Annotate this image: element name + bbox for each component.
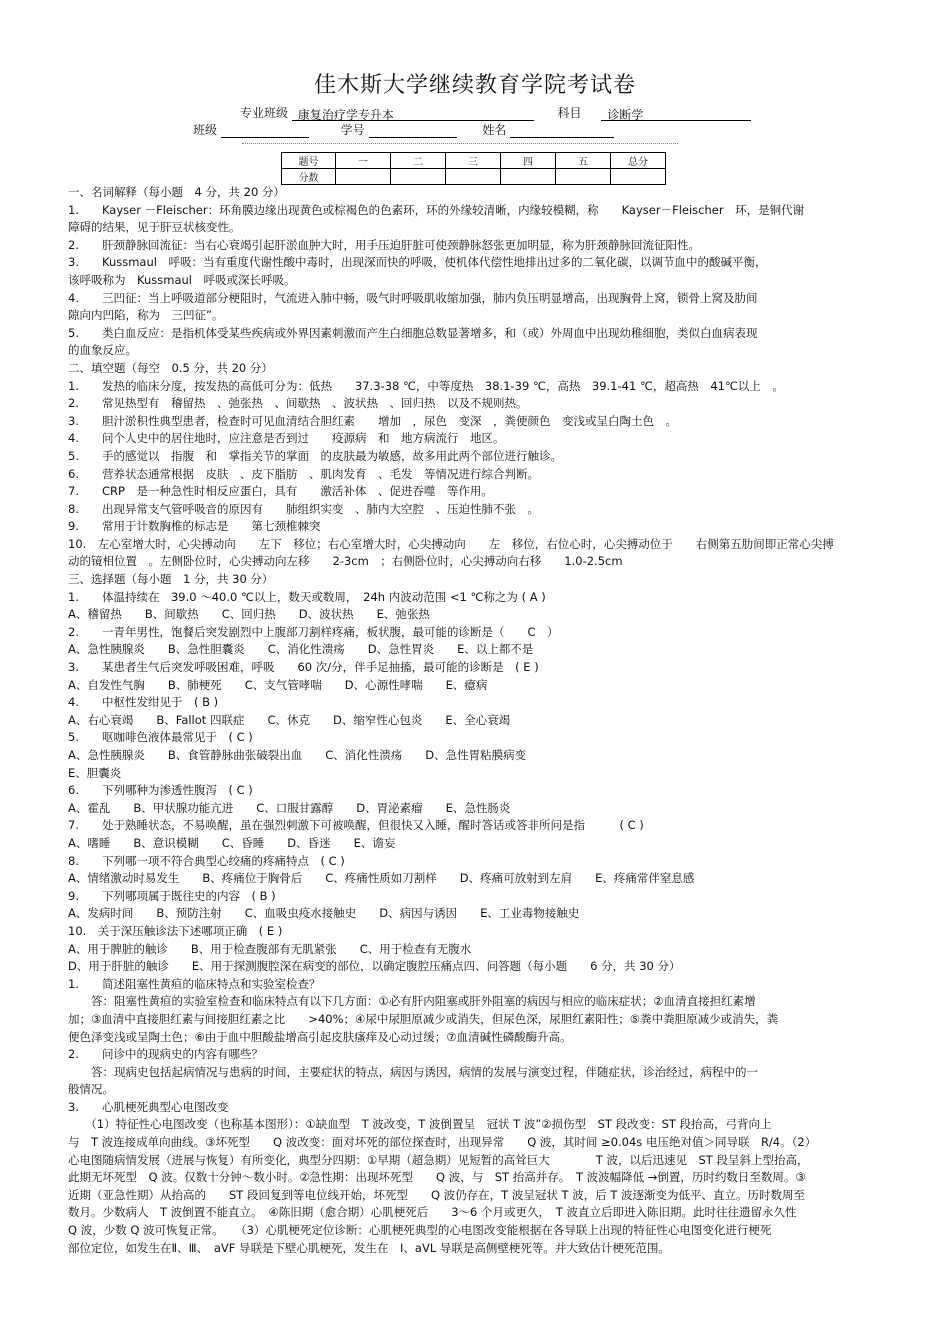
score-cell[interactable] (336, 169, 391, 185)
text-line: 1. Kayser －Fleischer：环角膜边缘出现黄色或棕褐色的色素环，环的外缘较清晰，内缘较模糊，称 Kayser－Fleischer 环，是铜代谢 (68, 202, 805, 217)
score-header-cell: 题号 (282, 153, 336, 169)
text-line: D、用于肝脏的触诊 E、用于探测腹腔深在病变的部位，以确定腹腔压痛点四、问答题（每小题 6 分，共 30 分） (68, 959, 681, 974)
text-line: 6. 营养状态通常根据 皮肤 、皮下脂肪 、肌肉发育 、毛发 等情况进行综合判断。 (68, 466, 539, 481)
dotted-divider (242, 143, 678, 144)
subject-label: 科目 (557, 106, 582, 120)
text-line: 1. 体温持续在 39.0 ～40.0 ℃以上，数天或数周， 24h 内波动范围 <1 ℃称之为 ( A ) (68, 589, 546, 604)
text-line: 隙向内凹陷，称为 三凹征”。 (68, 308, 224, 323)
score-header-cell: 二 (391, 153, 446, 169)
text-line: 9. 常用于计数胸椎的标志是 第七颈椎棘突 (68, 519, 321, 534)
name-field[interactable] (510, 123, 614, 138)
text-line: A、急性胰腺炎 B、急性胆囊炎 C、消化性溃疡 D、急性胃炎 E、以上都不是 (68, 642, 534, 657)
text-line: 4. 三凹征：当上呼吸道部分梗阻时，气流进入肺中畅，吸气时呼吸肌收缩加强，肺内负压明显增高，出现胸骨上窝，锁骨上窝及肋间 (68, 290, 758, 305)
text-line: A、霍乱 B、甲状腺功能亢进 C、口服甘露醇 D、胃泌素瘤 E、急性肠炎 (68, 800, 511, 815)
class-field[interactable] (221, 123, 309, 138)
exam-body (68, 184, 886, 1257)
text-line: 3. 心肌梗死典型心电图改变 (68, 1099, 229, 1114)
text-line: （1）特征性心电图改变（也称基本图形）：①缺血型 T 波改变，T 波倒置呈 冠状 T 波”②损伤型 ST 段改变：ST 段抬高，弓背向上 (68, 1117, 772, 1132)
score-cell[interactable] (556, 169, 611, 185)
text-line: 7. CRP 是一种急性时相反应蛋白，具有 激活补体 、促进吞噬 等作用。 (68, 484, 493, 499)
text-line: 部位定位，如发生在Ⅱ、Ⅲ、 aVF 导联是下壁心肌梗死，发生在 Ⅰ、aVL 导联是高侧壁梗死等。并大致估计梗死范围。 (68, 1240, 670, 1255)
text-line: A、稽留热 B、间歇热 C、回归热 D、波状热 E、弛张热 (68, 607, 430, 622)
score-table-header-row (282, 153, 666, 169)
text-line: 7. 处于熟睡状态，不易唤醒，虽在强烈刺激下可被唤醒，但很快又入睡，醒时答话或答非所问是指 ( C ) (68, 818, 644, 833)
page-title: 佳木斯大学继续教育学院考试卷 (313, 73, 636, 98)
score-header-cell: 总分 (611, 153, 666, 169)
score-cell[interactable] (611, 169, 666, 185)
text-line: 3. 胆汁淤积性典型患者，检查时可见血清结合胆红素 增加 ，尿色 变深 ，粪便颜色 变浅或呈白陶土色 。 (68, 413, 677, 428)
text-line: 9. 下列哪项属于既往史的内容 ( B ) (68, 888, 276, 903)
score-cell[interactable] (446, 169, 501, 185)
score-header-cell: 一 (336, 153, 391, 169)
text-line: 6. 下列哪种为渗透性腹泻 ( C ) (68, 783, 253, 798)
major-row (240, 104, 751, 121)
major-value: 康复治疗学专升本 (297, 108, 394, 122)
text-line: 三、选择题（每小题 1 分，共 30 分） (68, 572, 274, 587)
text-line: Q 波，少数 Q 波可恢复正常。 （3）心肌梗死定位诊断：心肌梗死典型的心电图改变能根据在各导联上出现的特征性心电图变化进行梗死 (68, 1223, 772, 1238)
text-line: 5. 类白血反应：是指机体受某些疾病或外界因素刺激而产生白细胞总数显著增多，和（或）外周血中出现幼稚细胞，类似白血病表现 (68, 325, 758, 340)
text-line: 2. 肝颈静脉回流征：当右心衰竭引起肝淤血肿大时，用手压迫肝脏可使颈静脉怒张更加明显，称为肝颈静脉回流征阳性。 (68, 237, 700, 252)
text-line: 障碍的结果，见于肝豆状核变性。 (68, 220, 241, 235)
student-row (193, 121, 614, 138)
score-row-label: 分数 (282, 169, 336, 185)
text-line: 二、填空题（每空 0.5 分，共 20 分） (68, 360, 273, 375)
text-line: 4. 中枢性发绀见于 ( B ) (68, 695, 219, 710)
name-label: 姓名 (482, 123, 507, 137)
text-line: 8. 下列哪一项不符合典型心绞痛的疼痛特点 ( C ) (68, 853, 345, 868)
text-line: A、自发性气胸 B、肺梗死 C、支气管哮喘 D、心源性哮喘 E、癔病 (68, 677, 488, 692)
text-line: 5. 呕咖啡色液体最常见于 ( C ) (68, 730, 253, 745)
text-line: 5. 手的感觉以 指腹 和 掌指关节的掌面 的皮肤最为敏感，故多用此两个部位进行触诊。 (68, 448, 562, 463)
text-line: 10. 左心室增大时，心尖搏动向 左下 移位；右心室增大时，心尖搏动向 左 移位，右位心时，心尖搏动位于 右侧第五肋间即正常心尖搏 (68, 536, 834, 551)
text-line: 8. 出现异常支气管呼吸音的原因有 肺组织实变 、肺内大空腔 、压迫性肺不张 。 (68, 501, 539, 516)
text-line: A、嗜睡 B、意识模糊 C、昏睡 D、昏迷 E、谵妄 (68, 835, 396, 850)
text-line: 2. 常见热型有 稽留热 、弛张热 、间歇热 、波状热 、回归热 以及不规则热。 (68, 396, 528, 411)
score-header-cell: 五 (556, 153, 611, 169)
text-line: A、发病时间 B、预防注射 C、血吸虫疫水接触史 D、病因与诱因 E、工业毒物接触史 (68, 906, 580, 921)
class-label: 班级 (193, 123, 218, 137)
text-line: 此期无坏死型 Q 波。仅数十分钟～数小时。②急性期：出现坏死型 Q 波，与 ST 抬高并存。 T 波波幅降低 →倒置，历时约数日至数周。③ (68, 1170, 806, 1185)
text-line: A、用于脾脏的触诊 B、用于检查腹部有无肌紧张 C、用于检查有无腹水 (68, 941, 472, 956)
text-line: 一、名词解释（每小题 4 分，共 20 分） (68, 185, 285, 199)
major-label: 专业班级 (240, 106, 289, 120)
text-line: E、胆囊炎 (68, 765, 122, 780)
score-cell[interactable] (501, 169, 556, 185)
text-line: 心电图随病情发展（进展与恢复）有所变化，典型分四期：①早期（超急期）见短暂的高耸巨大 T 波，以后迅速见 ST 段呈斜上型抬高， (68, 1152, 809, 1167)
text-line: 答：阻塞性黄疸的实验室检查和临床特点有以下几方面：①必有肝内阻塞或肝外阻塞的病因与相应的临床症状；②血清直接担红素增 (68, 994, 756, 1009)
text-line: 数月。少数病人 T 波倒置不能直立。 ④陈旧期（愈合期）心肌梗死后 3～6 个月或更久， T 波直立后即进入陈旧期。此时往往遗留永久性 (68, 1205, 797, 1220)
text-line: 1. 简述阻塞性黄疸的临床特点和实验室检查？ (68, 976, 321, 991)
id-field[interactable] (369, 123, 457, 138)
text-line: 答：现病史包括起病情况与患病的时间，主要症状的特点，病因与诱因，病情的发展与演变过程，伴随症状，诊治经过，病程中的一 (68, 1064, 758, 1079)
text-line: A、情绪激动时易发生 B、疼痛位于胸骨后 C、疼痛性质如刀割样 D、疼痛可放射到左肩 E、疼痛常伴窒息感 (68, 871, 695, 886)
major-field[interactable] (292, 106, 534, 121)
text-line: 的血象反应。 (68, 343, 137, 358)
text-line: 3. Kussmaul 呼吸：当有重度代谢性酸中毒时，出现深而快的呼吸，使机体代偿性地排出过多的二氧化碳，以调节血中的酸碱平衡， (68, 255, 767, 270)
score-header-cell: 四 (501, 153, 556, 169)
text-line: 2. 问诊中的现病史的内容有哪些？ (68, 1047, 263, 1062)
text-line: 10. 关于深压触诊法下述哪项正确 ( E ) (68, 923, 283, 938)
text-line: 便色泽变浅或呈陶土色；⑥由于血中胆酸盐增高引起皮肤瘙痒及心动过缓；⑦血清碱性磷酸酶升高。 (68, 1029, 572, 1044)
subject-field[interactable] (601, 106, 751, 121)
score-cell[interactable] (391, 169, 446, 185)
text-line: 该呼吸称为 Kussmaul 呼吸或深长呼吸。 (68, 272, 296, 287)
score-table (281, 152, 666, 185)
text-line: A、右心衰竭 B、Fallot 四联症 C、休克 D、缩窄性心包炎 E、全心衰竭 (68, 712, 511, 727)
text-line: 3. 某患者生气后突发呼吸困难，呼吸 60 次/分，伴手足抽搐，最可能的诊断是 ( E ) (68, 660, 539, 675)
score-table-score-row (282, 169, 666, 185)
text-line: 2. 一青年男性，饱餐后突发剧烈中上腹部刀割样疼痛，板状腹，最可能的诊断是（ C ） (68, 624, 559, 639)
score-header-cell: 三 (446, 153, 501, 169)
text-line: 与 T 波连接成单向曲线。③坏死型 Q 波改变：面对坏死的部位探查时，出现异常 Q 波，其时间 ≥0.04s 电压绝对值＞同导联 R/4。（2） (68, 1135, 817, 1150)
text-line: 近期（亚急性期）从抬高的 ST 段回复到等电位线开始，坏死型 Q 波仍存在，T 波呈冠状 T 波，后 T 波逐渐变为低平、直立。历时数周至 (68, 1187, 806, 1202)
text-line: 加；③血清中直接胆红素与间接胆红素之比 >40%；④尿中尿胆原减少或消失，但尿色深，尿胆红素阳性；⑤粪中粪胆原减少或消失，粪 (68, 1011, 779, 1026)
text-line: 动的镜相位置 。左侧卧位时，心尖搏动向左移 2-3cm ；右侧卧位时，心尖搏动向右移 1.0-2.5cm (68, 554, 623, 569)
id-label: 学号 (340, 123, 365, 137)
text-line: 4. 问个人史中的居住地时，应注意是否到过 疫源病 和 地方病流行 地区。 (68, 431, 505, 446)
text-line: 1. 发热的临床分度，按发热的高低可分为：低热 37.3-38 ℃，中等度热 38.1-39 ℃，高热 39.1-41 ℃，超高热 41℃以上 。 (68, 378, 784, 393)
text-line: 般情况。 (68, 1082, 114, 1097)
text-line: A、急性胰腺炎 B、食管静脉曲张破裂出血 C、消化性溃疡 D、急性胃粘膜病变 (68, 748, 527, 762)
subject-value: 诊断学 (607, 108, 644, 122)
